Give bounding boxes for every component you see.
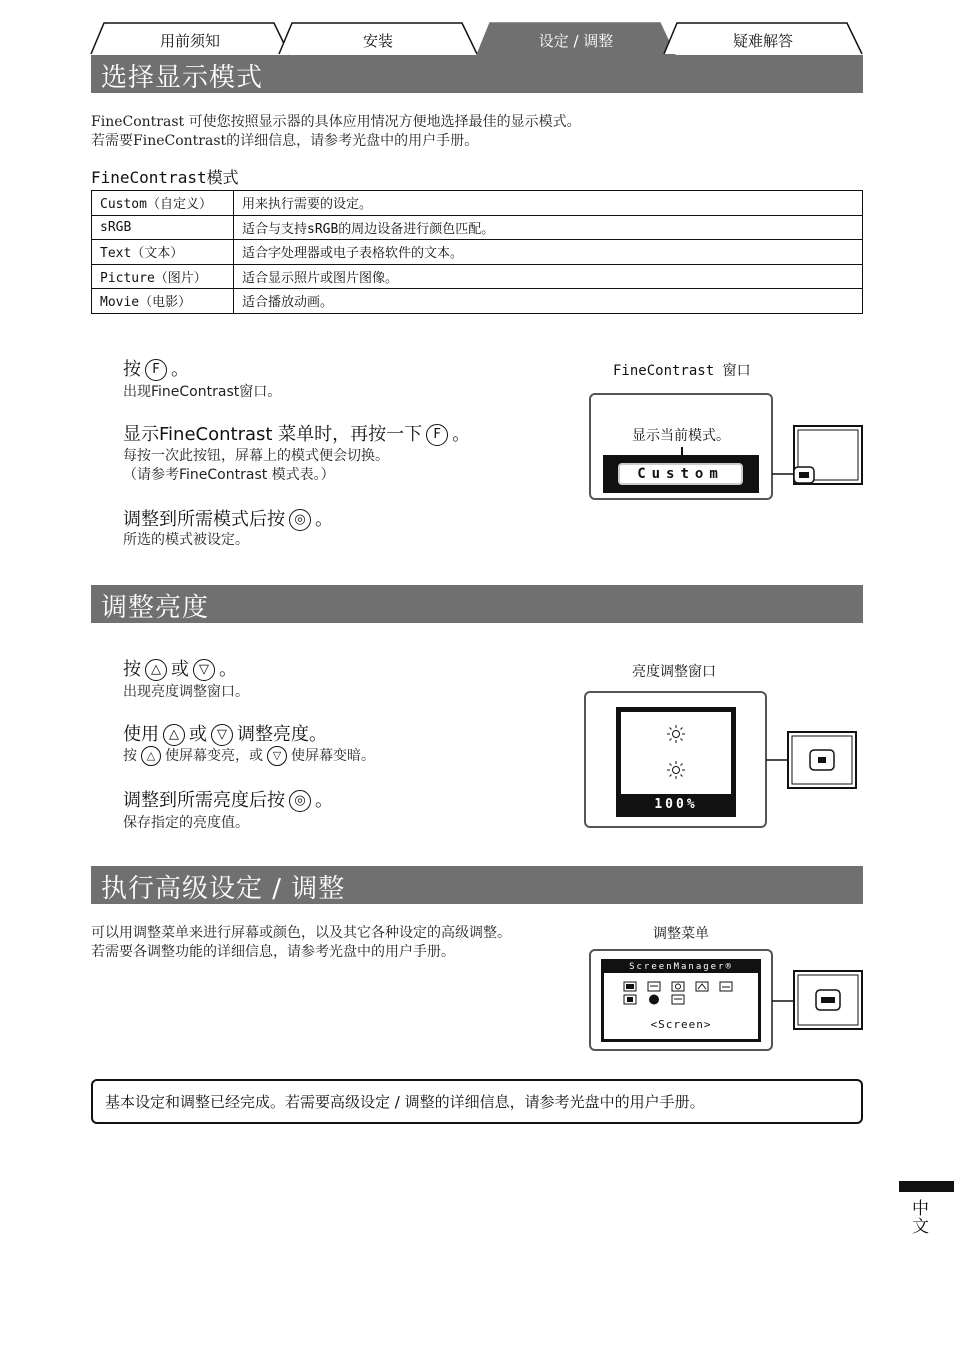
step-3-title (123, 786, 333, 812)
monitor-icon (772, 969, 866, 1031)
mode-name: sRGB (92, 215, 234, 240)
tab-label: 用前须知 (159, 32, 220, 50)
step-text: 调整到所需模式后按 (123, 509, 285, 530)
section-title: 执行高级设定 / 调整 (101, 874, 346, 904)
up-button-icon: △ (163, 724, 185, 746)
current-mode-label: Custom (637, 466, 724, 482)
mode-description: 适合与支持sRGB的周边设备进行颜色匹配。 (234, 215, 863, 240)
tab-bar (90, 22, 863, 55)
table-row (92, 289, 863, 314)
down-button-icon: ▽ (211, 724, 233, 746)
enter-button-icon: ◎ (289, 509, 311, 531)
intro-line: 若需要各调整功能的详细信息，请参考光盘中的用户手册。 (91, 944, 455, 960)
tab-label: 设定 / 调整 (538, 32, 614, 50)
brightness-display (616, 707, 736, 817)
f-button-icon: F (426, 424, 448, 446)
table-title: FineContrast模式 (91, 168, 239, 187)
enter-button-icon: ◎ (289, 790, 311, 812)
step-2-title (123, 420, 470, 446)
step-text: 或 (189, 724, 207, 745)
desc-text: 使屏幕变亮，或 (165, 748, 263, 764)
step-3-title (123, 505, 333, 531)
section-header-brightness (91, 585, 863, 623)
sun-icon (667, 761, 685, 779)
section-header-advanced (91, 866, 863, 904)
section-header-display-mode (91, 55, 863, 93)
step-text: 显示FineContrast 菜单时，再按一下 (123, 424, 423, 445)
mode-name: Custom（自定义） (92, 191, 234, 216)
brightness-value: 100% (654, 797, 698, 812)
table-row (92, 240, 863, 265)
step-3-desc: 所选的模式被设定。 (123, 532, 249, 548)
menu-screen (601, 959, 761, 1042)
mode-name: Text（文本） (92, 240, 234, 265)
step-text: 。 (171, 359, 189, 380)
intro-line: 可以用调整菜单来进行屏幕或颜色，以及其它各种设定的高级调整。 (91, 925, 511, 941)
tab-setup-adjust[interactable] (476, 22, 676, 55)
menu-item-screen: <Screen> (650, 1018, 712, 1031)
mode-display (603, 455, 759, 493)
table-row (92, 215, 863, 240)
intro-paragraph (91, 113, 581, 151)
step-text: 。 (315, 509, 333, 530)
table-row (92, 264, 863, 289)
step-text: 。 (219, 659, 237, 680)
mode-name: Picture（图片） (92, 264, 234, 289)
up-button-icon: △ (145, 659, 167, 681)
mode-box (618, 463, 743, 485)
step-2-desc (123, 447, 389, 485)
figure-caption: FineContrast 窗口 (613, 363, 751, 379)
down-button-icon: ▽ (193, 659, 215, 681)
step-3-desc: 保存指定的亮度值。 (123, 815, 249, 831)
section-title: 选择显示模式 (101, 63, 264, 93)
desc-line: 每按一次此按钮，屏幕上的模式便会切换。 (123, 448, 389, 464)
step-1-title (123, 655, 237, 681)
finecontrast-window-illustration (589, 393, 773, 500)
tab-install[interactable] (278, 22, 478, 55)
figure-caption: 亮度调整窗口 (632, 664, 716, 680)
tab-label: 安装 (362, 32, 393, 50)
mode-name: Movie（电影） (92, 289, 234, 314)
down-button-icon: ▽ (267, 746, 287, 766)
menu-icons (622, 980, 744, 1008)
mode-description: 适合显示照片或图片图像。 (234, 264, 863, 289)
step-1-title (123, 355, 189, 381)
intro-line: 若需要FineContrast的详细信息，请参考光盘中的用户手册。 (91, 133, 479, 149)
step-1-desc: 出现FineContrast窗口。 (123, 384, 282, 400)
tab-troubleshooting[interactable] (663, 22, 863, 55)
step-2-title (123, 720, 327, 746)
f-button-icon: F (145, 359, 167, 381)
figure-callout-text: 显示当前模式。 (632, 428, 730, 444)
mode-description: 适合播放动画。 (234, 289, 863, 314)
completion-note (91, 1079, 863, 1124)
brightness-screen (621, 712, 731, 794)
step-text: 调整亮度。 (237, 724, 327, 745)
step-text: 。 (315, 790, 333, 811)
menu-title: ScreenManager® (604, 962, 758, 973)
monitor-icon (766, 730, 860, 790)
language-label: 中文 (912, 1199, 929, 1237)
finecontrast-mode-table (91, 190, 863, 314)
desc-line: （请参考FineContrast 模式表。） (123, 467, 335, 483)
step-text: 调整到所需亮度后按 (123, 790, 285, 811)
brightness-window-illustration (584, 691, 767, 828)
up-button-icon: △ (141, 746, 161, 766)
step-text: 或 (171, 659, 189, 680)
desc-text: 按 (123, 748, 137, 764)
note-text: 基本设定和调整已经完成。若需要高级设定 / 调整的详细信息，请参考光盘中的用户手册。 (105, 1093, 705, 1111)
sun-icon (667, 725, 685, 743)
section-title: 调整亮度 (101, 593, 210, 623)
step-2-desc (123, 746, 375, 766)
table-row (92, 191, 863, 216)
language-bar (899, 1181, 954, 1192)
step-text: 按 (123, 359, 141, 380)
tab-label: 疑难解答 (732, 32, 793, 50)
intro-paragraph (91, 924, 511, 962)
tab-before-use[interactable] (90, 22, 290, 55)
monitor-icon (772, 424, 866, 488)
intro-line: FineContrast 可使您按照显示器的具体应用情况方便地选择最佳的显示模式。 (91, 114, 581, 130)
desc-text: 使屏幕变暗。 (291, 748, 375, 764)
mode-description: 用来执行需要的设定。 (234, 191, 863, 216)
step-text: 使用 (123, 724, 159, 745)
step-text: 。 (452, 424, 471, 445)
step-text: 按 (123, 659, 141, 680)
figure-caption: 调整菜单 (653, 926, 709, 942)
mode-description: 适合字处理器或电子表格软件的文本。 (234, 240, 863, 265)
adjustment-menu-illustration (589, 949, 773, 1051)
step-1-desc: 出现亮度调整窗口。 (123, 684, 249, 700)
